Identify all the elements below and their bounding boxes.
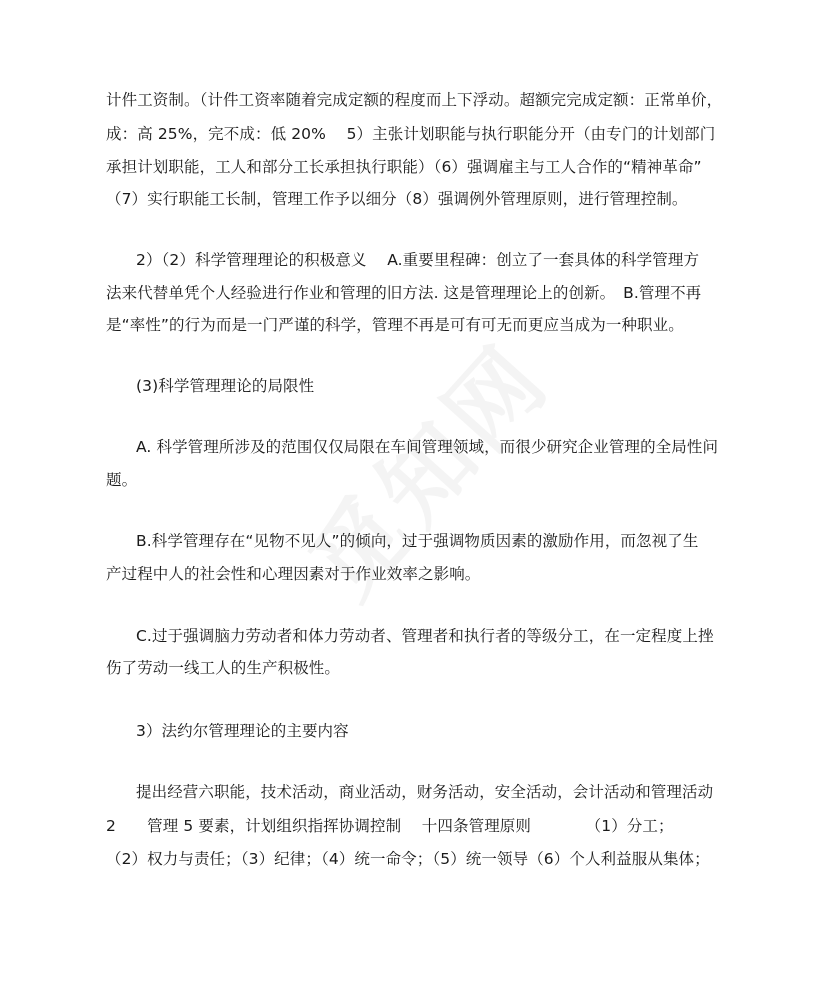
text-line: 提出经营六职能，技术活动，商业活动，财务活动，安全活动，会计活动和管理活动 bbox=[136, 783, 714, 801]
section-heading: (3)科学管理理论的局限性 bbox=[136, 377, 315, 395]
text-line: 承担计划职能，工人和部分工长承担执行职能）（6）强调雇主与工人合作的“精神革命” bbox=[106, 158, 702, 176]
text-line: 成：高 25%，完不成：低 20% 5）主张计划职能与执行职能分开（由专门的计划部门 bbox=[106, 125, 716, 143]
text-line: （7）实行职能工长制，管理工作予以细分（8）强调例外管理原则，进行管理控制。 bbox=[106, 190, 688, 208]
text-line: 2）（2）科学管理理论的积极意义 A.重要里程碑：创立了一套具体的科学管理方 bbox=[136, 251, 700, 269]
text-line: 法来代替单凭个人经验进行作业和管理的旧方法. 这是管理理论上的创新。 B.管理不再 bbox=[106, 284, 702, 302]
text-line: 伤了劳动一线工人的生产积极性。 bbox=[106, 659, 341, 677]
text-line: 题。 bbox=[106, 471, 138, 489]
text-line: B.科学管理存在“见物不见人”的倾向，过于强调物质因素的激励作用，而忽视了生 bbox=[136, 532, 699, 550]
text-line: 2 管理 5 要素，计划组织指挥协调控制 十四条管理原则 （1）分工； bbox=[106, 817, 674, 835]
text-line: 是“率性”的行为而是一门严谨的科学，管理不再是可有可无而更应当成为一种职业。 bbox=[106, 316, 684, 334]
text-line: C.过于强调脑力劳动者和体力劳动者、管理者和执行者的等级分工，在一定程度上挫 bbox=[136, 627, 714, 645]
text-line: 计件工资制。（计件工资率随着完成定额的程度而上下浮动。超额完完成定额：正常单价， bbox=[106, 91, 723, 109]
text-line: （2）权力与责任；（3）纪律；（4）统一命令；（5）统一领导（6）个人利益服从集体； bbox=[106, 850, 710, 868]
text-line: A. 科学管理所涉及的范围仅仅局限在车间管理领域，而很少研究企业管理的全局性问 bbox=[136, 438, 719, 456]
text-line: 产过程中人的社会性和心理因素对于作业效率之影响。 bbox=[106, 565, 481, 583]
section-heading: 3）法约尔管理理论的主要内容 bbox=[136, 722, 349, 740]
